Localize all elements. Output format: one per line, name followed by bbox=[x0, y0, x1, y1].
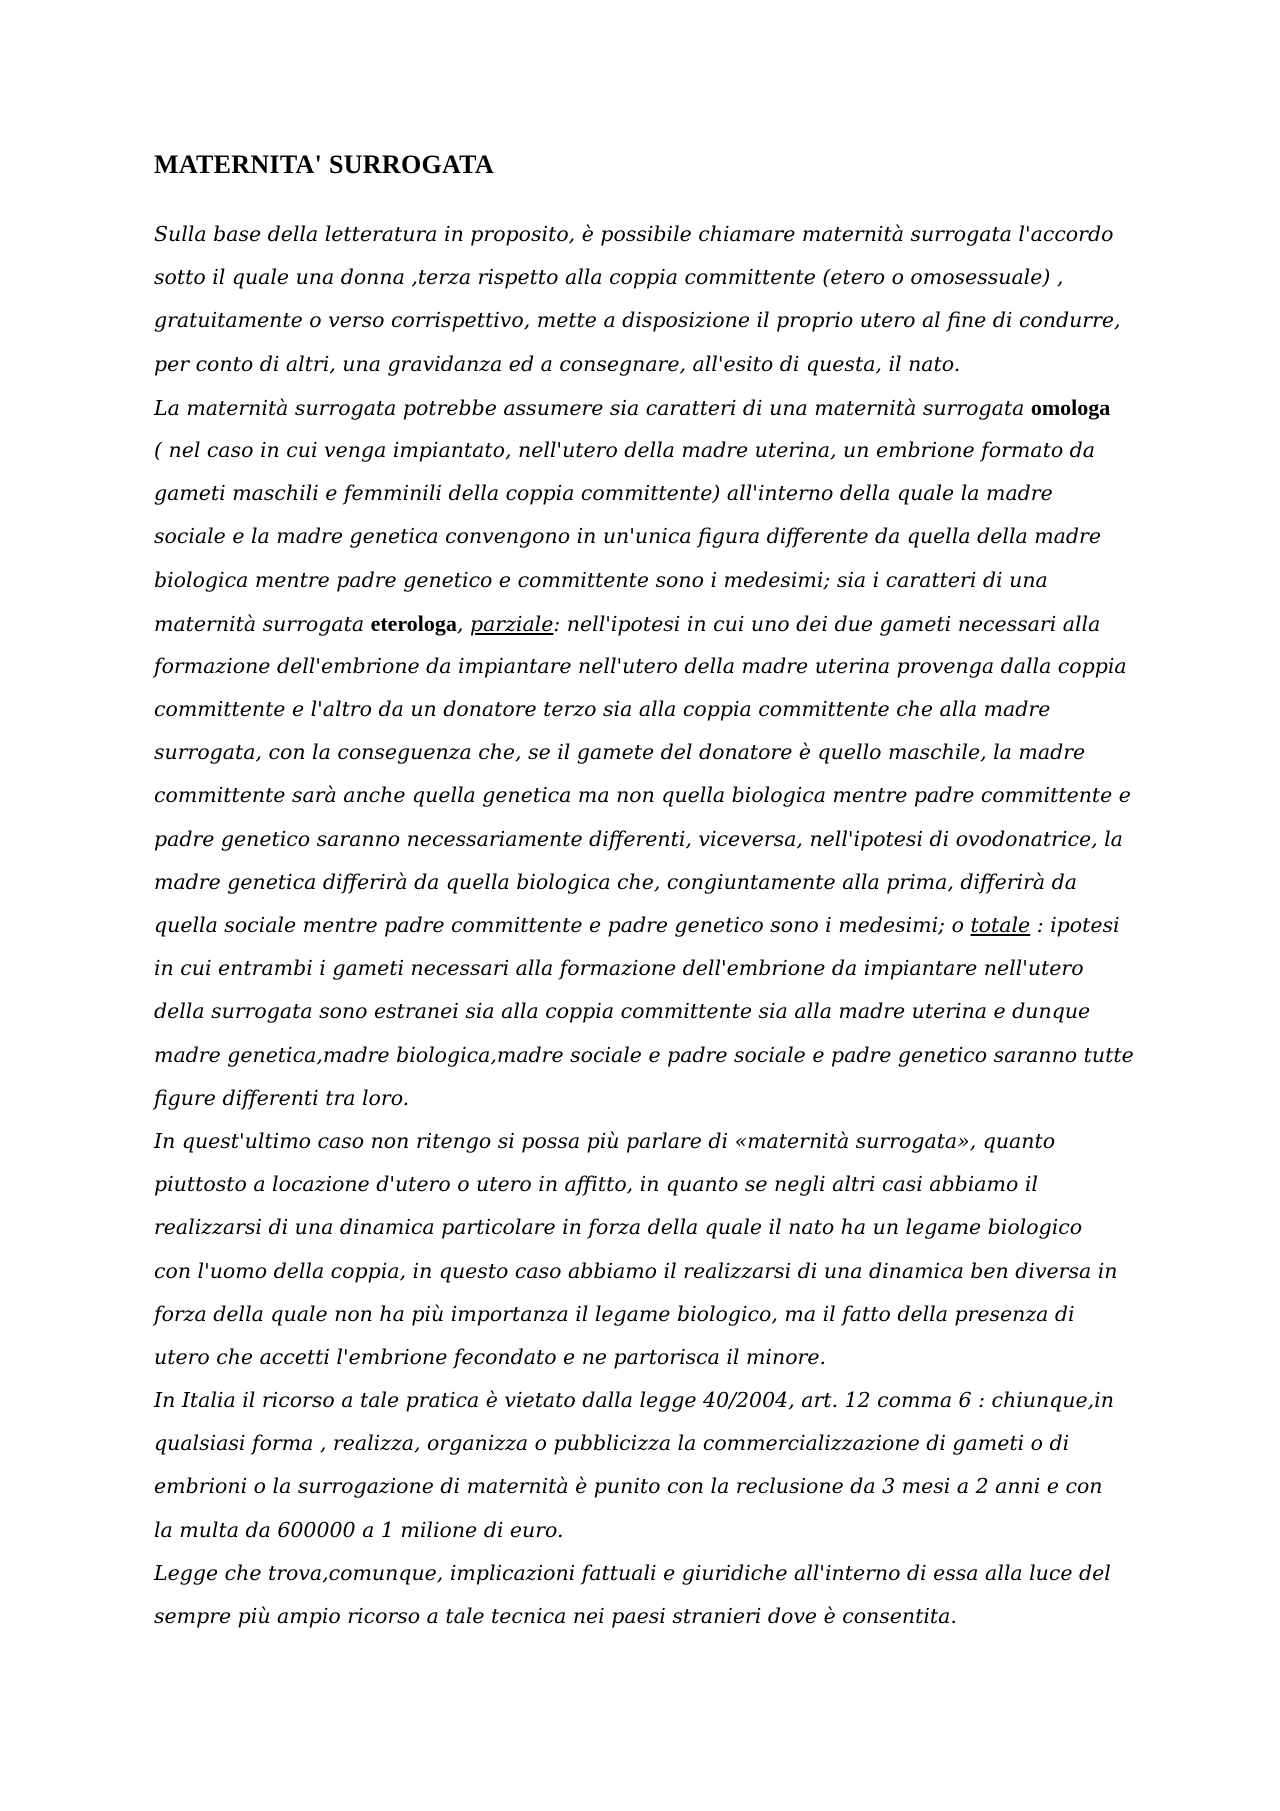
text-line bbox=[154, 602, 1134, 645]
text-line: ( nel caso in cui venga impiantato, nell'utero della madre uterina, un embrione formato da bbox=[154, 437, 1096, 462]
text-line: sociale e la madre genetica convengono in un'unica figura differente da quella della madre bbox=[154, 524, 1101, 549]
text-line: sempre più ampio ricorso a tale tecnica nei paesi stranieri dove è consentita. bbox=[154, 1604, 957, 1628]
term-eterologa: eterologa bbox=[370, 610, 457, 636]
text-line: gratuitamente o verso corrispettivo, mette a disposizione il proprio utero al fine di condurre, bbox=[154, 308, 1121, 333]
text-line: piuttosto a locazione d'utero o utero in affitto, in quanto se negli altri casi abbiamo il bbox=[154, 1172, 1038, 1197]
text-line: madre genetica differirà da quella biologica che, congiuntamente alla prima, differirà da bbox=[154, 869, 1077, 894]
text-line: formazione dell'embrione da impiantare nell'utero della madre uterina provenga dalla coppia bbox=[154, 653, 1127, 678]
text-line: utero che accetti l'embrione fecondato e ne partorisca il minore. bbox=[154, 1344, 826, 1369]
text-line: forza della quale non ha più importanza il legame biologico, ma il fatto della presenza di bbox=[154, 1301, 1075, 1326]
term-parziale: parziale bbox=[469, 611, 554, 636]
text-line: qualsiasi forma , realizza, organizza o pubblicizza la commercializzazione di gameti o di bbox=[154, 1431, 1070, 1456]
text-line: realizzarsi di una dinamica particolare in forza della quale il nato ha un legame biologico bbox=[154, 1215, 1083, 1240]
text-line: della surrogata sono estranei sia alla coppia committente sia alla madre uterina e dunque bbox=[154, 999, 1091, 1024]
text-line: Legge che trova,comunque, implicazioni fattuali e giuridiche all'interno di essa alla luce del bbox=[154, 1560, 1111, 1585]
text-segment: maternità surrogata bbox=[154, 611, 371, 636]
text-line: In quest'ultimo caso non ritengo si possa più parlare di «maternità surrogata», quanto bbox=[154, 1128, 1056, 1153]
text-line: in cui entrambi i gameti necessari alla formazione dell'embrione da impiantare nell'utero bbox=[154, 956, 1084, 981]
text-segment: : nell'ipotesi in cui uno dei due gameti necessari alla bbox=[553, 611, 1101, 636]
document-page bbox=[154, 150, 1134, 1638]
text-line: In Italia il ricorso a tale pratica è vietato dalla legge 40/2004, art. 12 comma 6 : chiunque,in bbox=[154, 1388, 1114, 1413]
text-line: sotto il quale una donna ,terza rispetto alla coppia committente (etero o omosessuale) , bbox=[154, 265, 1064, 290]
text-line: madre genetica,madre biologica,madre sociale e padre sociale e padre genetico saranno tutte bbox=[154, 1042, 1134, 1067]
text-line bbox=[154, 386, 1134, 429]
text-segment: , bbox=[456, 611, 470, 636]
text-line: figure differenti tra loro. bbox=[154, 1085, 410, 1110]
text-line: embrioni o la surrogazione di maternità è punito con la reclusione da 3 mesi a 2 anni e con bbox=[154, 1474, 1103, 1499]
text-segment: quella sociale mentre padre committente e padre genetico sono i medesimi; o bbox=[154, 913, 971, 937]
text-line: padre genetico saranno necessariamente differenti, viceversa, nell'ipotesi di ovodonatrice, la bbox=[154, 826, 1123, 851]
text-segment: La maternità surrogata potrebbe assumere sia caratteri di una maternità surrogata bbox=[154, 395, 1031, 420]
text-line: Sulla base della letteratura in proposito, è possibile chiamare maternità surrogata l'accordo bbox=[154, 222, 1114, 246]
text-line: la multa da 600000 a 1 milione di euro. bbox=[154, 1517, 564, 1542]
text-line: gameti maschili e femminili della coppia committente) all'interno della quale la madre bbox=[154, 481, 1053, 506]
text-segment: : ipotesi bbox=[1030, 913, 1120, 937]
text-line: con l'uomo della coppia, in questo caso abbiamo il realizzarsi di una dinamica ben diversa in bbox=[154, 1258, 1118, 1283]
term-totale: totale bbox=[970, 913, 1031, 937]
text-line: biologica mentre padre genetico e committente sono i medesimi; sia i caratteri di una bbox=[154, 567, 1048, 592]
text-line: surrogata, con la conseguenza che, se il gamete del donatore è quello maschile, la madre bbox=[154, 740, 1086, 765]
document-body bbox=[154, 213, 1134, 1638]
document-title: MATERNITA' SURROGATA bbox=[154, 150, 494, 179]
term-omologa: omologa bbox=[1030, 394, 1111, 420]
text-line: per conto di altri, una gravidanza ed a consegnare, all'esito di questa, il nato. bbox=[154, 351, 961, 376]
text-line: committente sarà anche quella genetica ma non quella biologica mentre padre committente e bbox=[154, 783, 1131, 808]
text-line: committente e l'altro da un donatore terzo sia alla coppia committente che alla madre bbox=[154, 697, 1051, 722]
text-line bbox=[154, 904, 1134, 947]
